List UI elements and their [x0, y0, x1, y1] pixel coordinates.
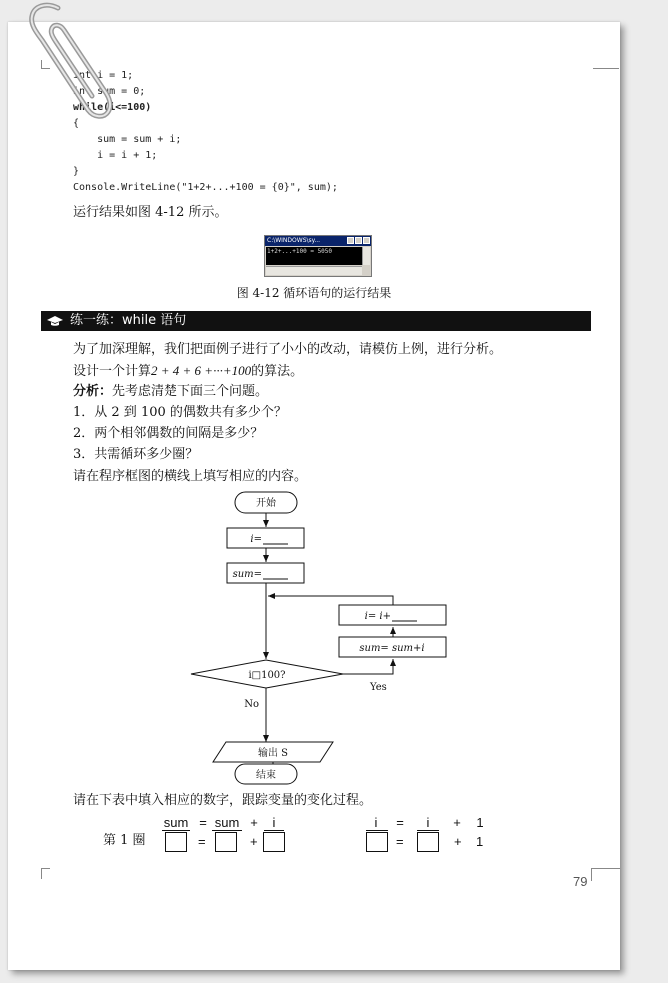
left-header-plus: + — [250, 815, 258, 830]
sum-prev-box[interactable] — [215, 832, 237, 852]
body-paragraph-2 — [73, 362, 303, 381]
code-line: { — [73, 118, 80, 129]
analysis-text: 先考虑清楚下面三个问题。 — [112, 384, 269, 399]
body-paragraph-1: 为了加深理解，我们把面例子进行了小小的改动，请模仿上例，进行分析。 — [73, 342, 503, 357]
run-result-text: 运行结果如图 4-12 所示。 — [73, 205, 228, 220]
left-header-lhs: sum — [163, 815, 189, 830]
flowchart — [158, 488, 468, 784]
init-i-box — [227, 528, 304, 548]
code-line: i = i + 1; — [73, 150, 158, 161]
minimize-icon — [347, 237, 354, 244]
i-result-box[interactable] — [366, 832, 388, 852]
section-banner — [41, 311, 591, 331]
graduation-cap-icon — [47, 316, 63, 326]
underline — [212, 830, 242, 831]
left-header-b: i — [272, 815, 276, 830]
question-3: 3．共需循环多少圈？ — [73, 447, 199, 462]
question-2: 2．两个相邻偶数的间隔是多少？ — [73, 426, 264, 441]
console-vertical-scrollbar — [362, 247, 370, 265]
eq-sign: = — [396, 834, 404, 849]
sum-formula: 2 + 4 + 6 +···+100 — [151, 363, 252, 378]
code-line: sum = sum + i; — [73, 134, 182, 145]
right-header-lhs: i — [374, 815, 378, 830]
paragraph-2-lead: 设计一个计算 — [73, 364, 152, 379]
plus-sign: + — [454, 834, 462, 849]
no-label: No — [244, 699, 259, 710]
update-sum-label: sum= sum+i — [359, 643, 425, 654]
yes-label: Yes — [370, 682, 387, 693]
underline — [264, 830, 284, 831]
close-icon — [363, 237, 370, 244]
i-value-box[interactable] — [263, 832, 285, 852]
end-label: 结束 — [256, 770, 276, 781]
section-banner-title: 练一练：while 语句 — [70, 313, 187, 328]
paragraph-2-tail: 的算法。 — [251, 364, 304, 379]
plus-sign: + — [250, 834, 258, 849]
crop-mark-bottom-right — [591, 868, 620, 881]
console-horizontal-scrollbar — [266, 266, 362, 275]
page-number: 79 — [573, 874, 588, 889]
update-i-box — [339, 605, 446, 625]
increment-const: 1 — [476, 834, 484, 849]
paperclip-icon — [18, 2, 128, 122]
left-header-eq: = — [199, 815, 207, 830]
code-line: int i = 1; — [73, 70, 134, 81]
console-output: 1+2+...+100 = 5050 — [266, 247, 363, 265]
start-label: 开始 — [256, 498, 276, 509]
right-header-a: i — [426, 815, 430, 830]
trace-prompt: 请在下表中填入相应的数字，跟踪变量的变化过程。 — [73, 793, 373, 808]
underline — [162, 830, 190, 831]
analysis-label: 分析： — [73, 384, 113, 399]
underline — [417, 830, 439, 831]
console-window-screenshot — [264, 235, 372, 277]
row-label: 第 1 圈 — [103, 833, 146, 848]
init-i-label: i= — [250, 534, 262, 545]
code-line: int sum = 0; — [73, 86, 146, 97]
condition-label: i□100? — [248, 670, 286, 681]
update-i-label: i= i+ — [364, 611, 391, 622]
analysis-paragraph — [73, 383, 268, 401]
i-prev-box[interactable] — [417, 832, 439, 852]
init-sum-label: sum= — [232, 569, 262, 580]
code-line: Console.WriteLine("1+2+...+100 = {0}", sum); — [73, 182, 338, 193]
question-1: 1．从 2 到 100 的偶数共有多少个？ — [73, 405, 287, 420]
right-header-b: 1 — [476, 815, 484, 830]
right-header-plus: + — [453, 815, 461, 830]
flowchart-instruction: 请在程序框图的横线上填写相应的内容。 — [73, 469, 308, 484]
figure-caption: 图 4-12 循环语句的运行结果 — [236, 286, 392, 300]
underline — [366, 830, 388, 831]
eq-sign: = — [198, 834, 206, 849]
console-title-bar — [265, 236, 371, 246]
end-node — [232, 762, 302, 786]
page-sheet — [8, 22, 620, 970]
right-header-eq: = — [396, 815, 404, 830]
console-title: C:\WINDOWS\sy... — [267, 237, 321, 244]
output-label: 输出 S — [257, 748, 289, 759]
sum-result-box[interactable] — [165, 832, 187, 852]
crop-mark-bottom-left — [41, 868, 50, 879]
maximize-icon — [355, 237, 362, 244]
left-header-a: sum — [214, 815, 240, 830]
crop-mark-top-right — [593, 60, 619, 69]
code-line: } — [73, 166, 80, 177]
code-line-while: while(i<=100) — [73, 102, 152, 113]
